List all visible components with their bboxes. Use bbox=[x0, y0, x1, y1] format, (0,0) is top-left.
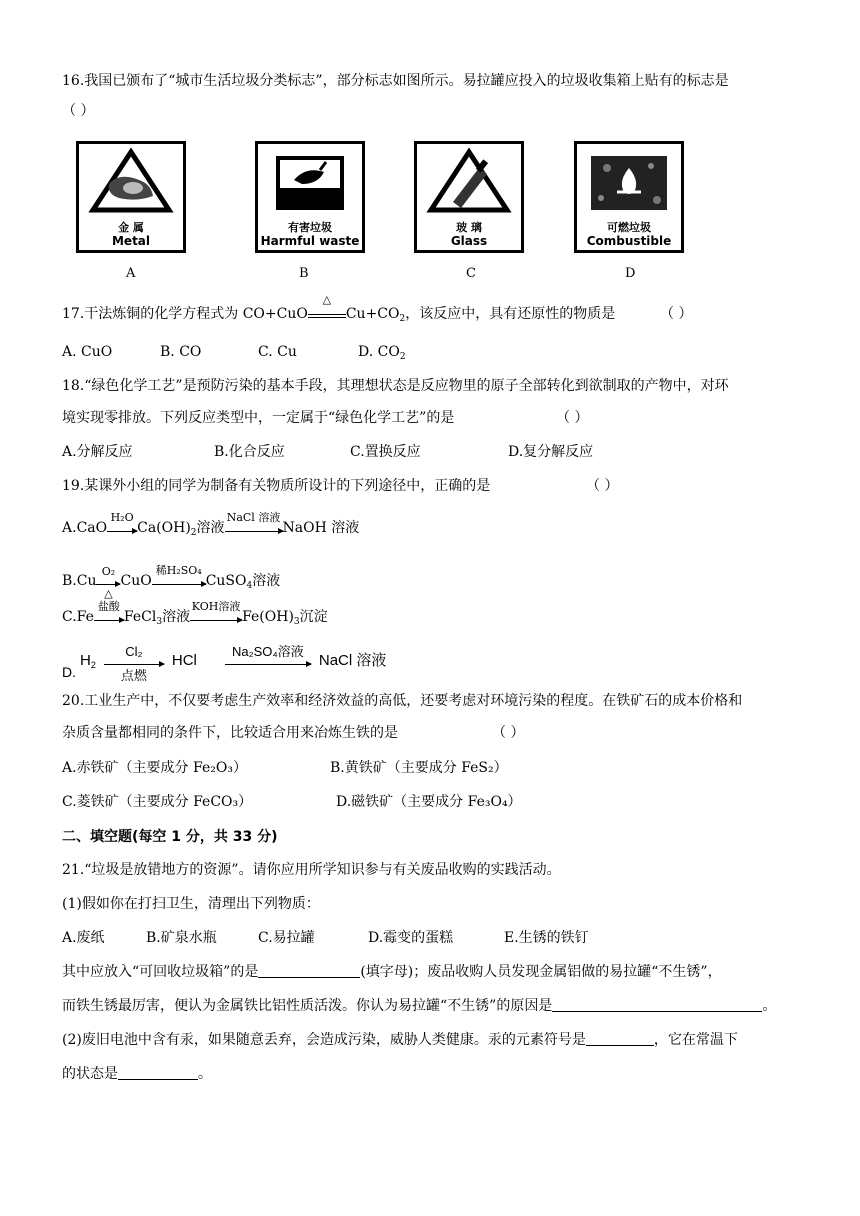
combustible-icon bbox=[577, 144, 681, 216]
q17-option-a: A. CuO bbox=[62, 344, 113, 360]
q17-option-c: C. Cu bbox=[258, 344, 297, 360]
q17-stem: 17.干法炼铜的化学方程式为 CO+CuO △ $Cu+CO_2$，该反应中，具有还原性的物质是 bbox=[62, 293, 616, 324]
option-letter-a: A bbox=[126, 266, 136, 281]
q18-option-a: A.分解反应 bbox=[62, 444, 133, 460]
reaction-arrow: 稀H₂SO₄ bbox=[152, 575, 206, 585]
equals-condition: △ bbox=[308, 306, 346, 318]
q20-option-b: B.黄铁矿（主要成分 FeS₂） bbox=[330, 760, 508, 776]
q18-option-b: B.化合反应 bbox=[214, 444, 285, 460]
section-title: 二、填空题(每空 1 分，共 33 分) bbox=[62, 829, 278, 845]
sign-harmful bbox=[255, 141, 365, 253]
sign-glass bbox=[414, 141, 524, 253]
recycle-glass-icon bbox=[417, 144, 521, 216]
q21-part2: (2)废旧电池中含有汞，如果随意丢弃，会造成污染，威胁人类健康。汞的元素符号是 ，它在常温下 bbox=[62, 1032, 738, 1048]
q20-line1: 20.工业生产中，不仅要考虑生产效率和经济效益的高低，还要考虑对环境污染的程度。在铁矿石的成本价格和 bbox=[62, 693, 743, 709]
answer-blank[interactable] bbox=[552, 997, 762, 1012]
reaction-arrow: NaCl 溶液 bbox=[225, 522, 283, 532]
sign-harmful-en: Harmful waste bbox=[260, 234, 360, 248]
answer-blank[interactable] bbox=[258, 963, 360, 978]
option-letter-b: B bbox=[299, 266, 309, 281]
q21-line1: 其中应放入“可回收垃圾箱”的是 (填字母)；废品收购人员发现金属铝做的易拉罐“不生锈”， bbox=[62, 964, 722, 980]
reaction-arrow: H₂O bbox=[107, 522, 137, 532]
q21-line2: 而铁生锈最厉害，便认为金属铁比铝性质活泼。你认为易拉罐“不生锈”的原因是 。 bbox=[62, 998, 777, 1014]
reaction-arrow: Na₂SO₄溶液 bbox=[225, 658, 311, 665]
q19-option-c: C.Fe 盐酸 FeCl$_3$溶液 KOH溶液 $Fe(OH)_3$沉淀 bbox=[62, 600, 328, 627]
q21-item-a: A.废纸 bbox=[62, 930, 105, 946]
reaction-arrow: O₂ △ bbox=[96, 578, 120, 585]
harmful-waste-icon bbox=[258, 144, 362, 216]
answer-blank[interactable] bbox=[586, 1031, 654, 1046]
q18-line1: 18.“绿色化学工艺”是预防污染的基本手段，其理想状态是反应物里的原子全部转化到欲制取的产物中，对环 bbox=[62, 378, 729, 394]
q18-line2: 境实现零排放。下列反应类型中，一定属于“绿色化学工艺”的是 bbox=[62, 410, 455, 426]
q16-paren: （ ） bbox=[62, 103, 95, 119]
option-letter-c: C bbox=[466, 266, 476, 281]
q20-option-a: A.赤铁矿（主要成分 Fe₂O₃） bbox=[62, 760, 247, 776]
q17-paren: （ ） bbox=[660, 306, 693, 322]
q19-option-b: B.Cu O₂ △ CuO 稀H₂SO₄ CuSO$_4$溶液 bbox=[62, 564, 281, 600]
q19-paren: （ ） bbox=[586, 478, 619, 494]
reaction-arrow: KOH溶液 bbox=[190, 611, 242, 621]
q19-stem: 19.某课外小组的同学为制备有关物质所设计的下列途径中，正确的是 bbox=[62, 478, 491, 494]
sign-combustible bbox=[574, 141, 684, 253]
sign-combustible-en: Combustible bbox=[586, 234, 672, 248]
q17-option-d: D. $CO_2$ bbox=[358, 344, 406, 362]
q20-option-d: D.磁铁矿（主要成分 Fe₃O₄） bbox=[336, 794, 522, 810]
q18-paren: （ ） bbox=[556, 410, 589, 426]
sign-harmful-cn: 有害垃圾 bbox=[288, 221, 332, 234]
sign-glass-cn: 玻 璃 bbox=[456, 221, 482, 234]
q21-part2-line2: 的状态是 。 bbox=[62, 1066, 212, 1082]
q19-option-d: $D.H_2$ Cl₂ 点燃 HCl Na₂SO₄溶液 NaCl 溶液 bbox=[62, 644, 387, 683]
sign-metal-cn: 金 属 bbox=[118, 221, 144, 234]
q20-option-c: C.菱铁矿（主要成分 FeCO₃） bbox=[62, 794, 253, 810]
q16-stem: 16.我国已颁布了“城市生活垃圾分类标志”，部分标志如图所示。易拉罐应投入的垃圾收集箱上贴有的标志是 bbox=[62, 73, 729, 89]
q21-item-b: B.矿泉水瓶 bbox=[146, 930, 217, 946]
q21-item-e: E.生锈的铁钉 bbox=[504, 930, 589, 946]
recycle-metal-icon bbox=[79, 144, 183, 216]
answer-blank[interactable] bbox=[118, 1065, 198, 1080]
q21-intro: 21.“垃圾是放错地方的资源”。请你应用所学知识参与有关废品收购的实践活动。 bbox=[62, 862, 561, 878]
q21-item-d: D.霉变的蛋糕 bbox=[368, 930, 454, 946]
sign-metal bbox=[76, 141, 186, 253]
q19-option-a: A.CaO H₂O $Ca(OH)_2$溶液 NaCl 溶液 NaOH 溶液 bbox=[62, 511, 360, 538]
q20-line2: 杂质含量都相同的条件下，比较适合用来冶炼生铁的是 bbox=[62, 725, 398, 741]
reaction-arrow: 盐酸 bbox=[94, 611, 124, 621]
reaction-arrow: Cl₂ 点燃 bbox=[104, 658, 164, 665]
q21-part1: (1)假如你在打扫卫生，清理出下列物质： bbox=[62, 896, 320, 912]
sign-glass-en: Glass bbox=[450, 234, 488, 248]
q18-option-d: D.复分解反应 bbox=[508, 444, 594, 460]
sign-metal-en: Metal bbox=[111, 234, 151, 248]
q21-item-c: C.易拉罐 bbox=[258, 930, 315, 946]
sign-combustible-cn: 可燃垃圾 bbox=[607, 221, 651, 234]
q18-option-c: C.置换反应 bbox=[350, 444, 421, 460]
q20-paren: （ ） bbox=[492, 725, 525, 741]
q17-option-b: B. CO bbox=[160, 344, 202, 360]
option-letter-d: D bbox=[625, 266, 636, 281]
